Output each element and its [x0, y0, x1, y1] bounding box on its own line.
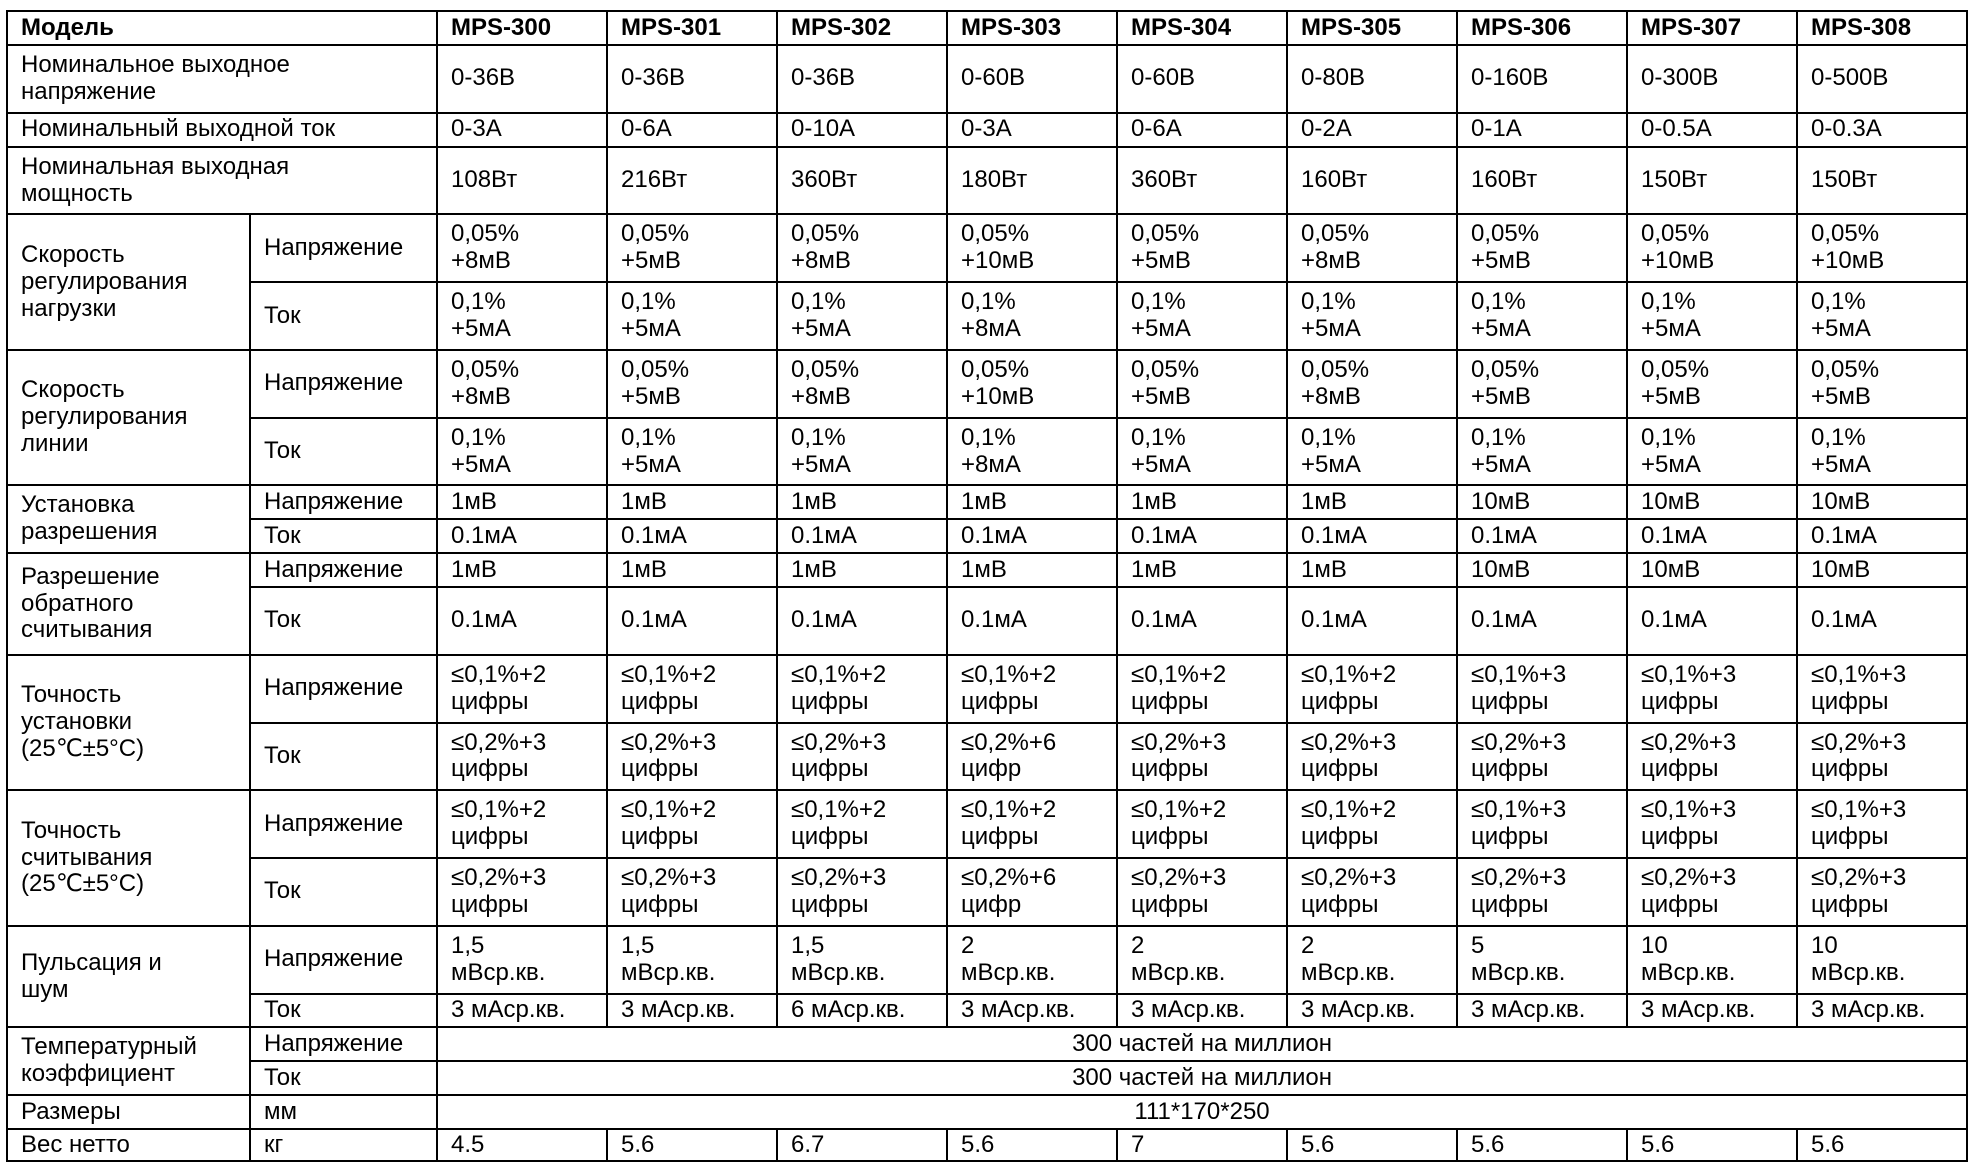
spec-value-cell: 10мВ — [1627, 485, 1797, 519]
spec-value-cell: 10мВ — [1797, 485, 1967, 519]
spec-value-cell: 360Вт — [1117, 147, 1287, 215]
model-header: MPS-301 — [607, 11, 777, 45]
spec-value-cell: 10 мВср.кв. — [1627, 926, 1797, 994]
spec-row-rated-current — [7, 113, 1967, 147]
spec-value-cell: 0,05% +10мВ — [947, 350, 1117, 418]
spec-value-cell: 0,1% +8мА — [947, 282, 1117, 350]
spec-value-cell: 5.6 — [607, 1129, 777, 1161]
spec-value-cell: 1мВ — [777, 553, 947, 587]
spec-value-cell: 0,1% +5мА — [1117, 282, 1287, 350]
spec-value-cell: 0.1мА — [607, 519, 777, 553]
spec-label: Точность считывания (25℃±5°C) — [7, 790, 250, 926]
model-header: MPS-305 — [1287, 11, 1457, 45]
spec-sublabel: Напряжение — [250, 485, 437, 519]
spec-value-cell: 0-36В — [437, 45, 607, 113]
spec-value-cell: 0.1мА — [947, 587, 1117, 655]
spec-value-cell: 1,5 мВср.кв. — [607, 926, 777, 994]
spec-value-cell: ≤0,1%+3 цифры — [1797, 655, 1967, 723]
spec-value-cell: 3 мАср.кв. — [1457, 994, 1627, 1028]
spec-value-cell: 0-36В — [777, 45, 947, 113]
spec-value-cell: ≤0,2%+3 цифры — [607, 723, 777, 791]
spec-row-setting-accuracy-voltage — [7, 655, 1967, 723]
spec-value-cell: ≤0,1%+3 цифры — [1627, 790, 1797, 858]
spec-value-cell: 0,1% +5мА — [1797, 418, 1967, 486]
spec-sublabel: Ток — [250, 519, 437, 553]
spec-value-cell: 5.6 — [1627, 1129, 1797, 1161]
spec-value-cell: 0,1% +5мА — [1117, 418, 1287, 486]
spec-sublabel: Напряжение — [250, 790, 437, 858]
spec-value-cell: 0.1мА — [607, 587, 777, 655]
spec-row-readback-accuracy-current — [7, 858, 1967, 926]
spec-value-cell: ≤0,1%+3 цифры — [1797, 790, 1967, 858]
spec-value-cell: 0,05% +10мВ — [1627, 214, 1797, 282]
spec-value-cell: 0-6A — [607, 113, 777, 147]
spec-value-cell: 0.1мА — [1287, 587, 1457, 655]
model-header: MPS-306 — [1457, 11, 1627, 45]
spec-sublabel: Ток — [250, 282, 437, 350]
spec-row-line-regulation-voltage — [7, 350, 1967, 418]
spec-value-cell: 5.6 — [947, 1129, 1117, 1161]
spec-value-cell: 108Вт — [437, 147, 607, 215]
spec-unit: кг — [250, 1129, 437, 1161]
spec-value-cell: 0,05% +8мВ — [777, 214, 947, 282]
spec-value-cell: 0,05% +8мВ — [1287, 214, 1457, 282]
spec-value-cell: 0.1мА — [777, 519, 947, 553]
spec-value-cell: ≤0,2%+3 цифры — [1287, 723, 1457, 791]
spec-value-cell: ≤0,1%+2 цифры — [777, 790, 947, 858]
spec-value-cell: 3 мАср.кв. — [1287, 994, 1457, 1028]
spec-value-cell: ≤0,1%+2 цифры — [947, 790, 1117, 858]
spec-row-ripple-noise-current — [7, 994, 1967, 1028]
spec-value-cell: ≤0,2%+6 цифр — [947, 723, 1117, 791]
spec-value-cell: 1мВ — [947, 553, 1117, 587]
spec-value-cell: 1мВ — [1287, 485, 1457, 519]
spec-label: Номинальный выходной ток — [7, 113, 437, 147]
spec-value-cell: 150Вт — [1627, 147, 1797, 215]
spec-value-cell: ≤0,2%+3 цифры — [1797, 723, 1967, 791]
spec-row-rated-power — [7, 147, 1967, 215]
spec-value-cell: ≤0,2%+3 цифры — [1627, 723, 1797, 791]
spec-sublabel: Напряжение — [250, 350, 437, 418]
spec-value-cell: 0.1мА — [1457, 587, 1627, 655]
spec-sublabel: Ток — [250, 723, 437, 791]
header-label: Модель — [7, 11, 437, 45]
spec-value-cell: ≤0,1%+2 цифры — [1287, 655, 1457, 723]
spec-value-cell: 0.1мА — [777, 587, 947, 655]
spec-value-cell: 10мВ — [1457, 553, 1627, 587]
spec-value-cell: ≤0,2%+3 цифры — [777, 723, 947, 791]
spec-value-cell: 3 мАср.кв. — [1117, 994, 1287, 1028]
spec-value-cell: ≤0,1%+2 цифры — [777, 655, 947, 723]
spec-value-cell: 0,05% +5мВ — [1797, 350, 1967, 418]
spec-value-cell: ≤0,2%+3 цифры — [1627, 858, 1797, 926]
spec-value-cell: 0,1% +5мА — [1797, 282, 1967, 350]
spec-value-cell: 0.1мА — [1797, 587, 1967, 655]
model-header: MPS-302 — [777, 11, 947, 45]
spec-value-cell: 0,1% +5мА — [607, 282, 777, 350]
spec-value-cell: 1мВ — [607, 553, 777, 587]
spec-value-cell: ≤0,1%+2 цифры — [947, 655, 1117, 723]
spec-sublabel: Ток — [250, 1061, 437, 1095]
spec-value-cell: 1мВ — [437, 553, 607, 587]
spec-value-cell: 0-3A — [437, 113, 607, 147]
spec-value-cell: 0.1мА — [1627, 587, 1797, 655]
spec-value-cell: 0,05% +10мВ — [947, 214, 1117, 282]
spec-value-cell: 0,1% +5мА — [777, 418, 947, 486]
spec-sublabel: Напряжение — [250, 655, 437, 723]
spec-value-cell: 5 мВср.кв. — [1457, 926, 1627, 994]
spec-value-cell: ≤0,2%+3 цифры — [1797, 858, 1967, 926]
model-header: MPS-300 — [437, 11, 607, 45]
spec-value-cell: 1,5 мВср.кв. — [777, 926, 947, 994]
spec-row-setting-resolution-current — [7, 519, 1967, 553]
spec-value-cell: 0-300В — [1627, 45, 1797, 113]
spec-value-cell: 0-1A — [1457, 113, 1627, 147]
spec-value-cell: 0,05% +8мВ — [1287, 350, 1457, 418]
spec-merged-value: 300 частей на миллион — [437, 1027, 1967, 1061]
spec-sublabel: Ток — [250, 418, 437, 486]
spec-sublabel: Напряжение — [250, 553, 437, 587]
spec-value-cell: 1мВ — [1117, 485, 1287, 519]
spec-row-readback-resolution-voltage — [7, 553, 1967, 587]
spec-value-cell: ≤0,1%+3 цифры — [1457, 790, 1627, 858]
spec-value-cell: 1мВ — [947, 485, 1117, 519]
spec-label: Скорость регулирования нагрузки — [7, 214, 250, 350]
spec-value-cell: 160Вт — [1457, 147, 1627, 215]
spec-body — [7, 45, 1967, 1161]
spec-value-cell: 3 мАср.кв. — [437, 994, 607, 1028]
spec-value-cell: ≤0,2%+3 цифры — [1457, 723, 1627, 791]
spec-value-cell: 5.6 — [1287, 1129, 1457, 1161]
model-header: MPS-308 — [1797, 11, 1967, 45]
spec-merged-value: 300 частей на миллион — [437, 1061, 1967, 1095]
spec-value-cell: 0,05% +5мВ — [607, 350, 777, 418]
spec-value-cell: ≤0,2%+3 цифры — [1287, 858, 1457, 926]
spec-value-cell: 0.1мА — [1627, 519, 1797, 553]
spec-row-ripple-noise-voltage — [7, 926, 1967, 994]
spec-value-cell: 0-0.3A — [1797, 113, 1967, 147]
spec-value-cell: 0,1% +5мА — [1457, 282, 1627, 350]
spec-label: Разрешение обратного считывания — [7, 553, 250, 655]
spec-value-cell: ≤0,1%+2 цифры — [1117, 655, 1287, 723]
spec-value-cell: 180Вт — [947, 147, 1117, 215]
spec-value-cell: 10 мВср.кв. — [1797, 926, 1967, 994]
spec-value-cell: ≤0,2%+3 цифры — [1457, 858, 1627, 926]
spec-value-cell: 0.1мА — [947, 519, 1117, 553]
spec-value-cell: 0-60В — [947, 45, 1117, 113]
spec-label: Пульсация и шум — [7, 926, 250, 1028]
spec-value-cell: 0,1% +5мА — [437, 418, 607, 486]
spec-value-cell: 1мВ — [777, 485, 947, 519]
spec-value-cell: 0,05% +5мВ — [1457, 350, 1627, 418]
spec-row-readback-resolution-current — [7, 587, 1967, 655]
spec-sublabel: Ток — [250, 858, 437, 926]
spec-label: Вес нетто — [7, 1129, 250, 1161]
spec-value-cell: 5.6 — [1797, 1129, 1967, 1161]
spec-value-cell: 0-80В — [1287, 45, 1457, 113]
spec-row-line-regulation-current — [7, 418, 1967, 486]
spec-label: Скорость регулирования линии — [7, 350, 250, 486]
spec-label: Температурный коэффициент — [7, 1027, 250, 1095]
spec-value-cell: 0.1мА — [437, 587, 607, 655]
spec-row-temp-coefficient-voltage — [7, 1027, 1967, 1061]
spec-value-cell: 150Вт — [1797, 147, 1967, 215]
spec-value-cell: 10мВ — [1627, 553, 1797, 587]
spec-unit: мм — [250, 1095, 437, 1129]
spec-value-cell: 0-500В — [1797, 45, 1967, 113]
spec-value-cell: 0-6A — [1117, 113, 1287, 147]
spec-label: Номинальное выходное напряжение — [7, 45, 437, 113]
spec-value-cell: 1мВ — [1117, 553, 1287, 587]
model-header: MPS-304 — [1117, 11, 1287, 45]
spec-value-cell: 7 — [1117, 1129, 1287, 1161]
spec-value-cell: 0,1% +5мА — [1287, 282, 1457, 350]
spec-value-cell: 1мВ — [607, 485, 777, 519]
spec-value-cell: 1мВ — [1287, 553, 1457, 587]
spec-value-cell: 0,1% +5мА — [607, 418, 777, 486]
spec-value-cell: 0.1мА — [1117, 519, 1287, 553]
spec-value-cell: ≤0,1%+3 цифры — [1457, 655, 1627, 723]
spec-value-cell: ≤0,2%+6 цифр — [947, 858, 1117, 926]
spec-label: Установка разрешения — [7, 485, 250, 553]
spec-sublabel: Напряжение — [250, 1027, 437, 1061]
spec-value-cell: 2 мВср.кв. — [1117, 926, 1287, 994]
spec-value-cell: 3 мАср.кв. — [1797, 994, 1967, 1028]
spec-value-cell: 0.1мА — [1797, 519, 1967, 553]
spec-row-setting-accuracy-current — [7, 723, 1967, 791]
spec-value-cell: 3 мАср.кв. — [947, 994, 1117, 1028]
spec-value-cell: 0,05% +5мВ — [1627, 350, 1797, 418]
spec-value-cell: ≤0,1%+3 цифры — [1627, 655, 1797, 723]
spec-row-load-regulation-current — [7, 282, 1967, 350]
spec-merged-value: 111*170*250 — [437, 1095, 1967, 1129]
spec-sublabel: Ток — [250, 587, 437, 655]
spec-row-dimensions — [7, 1095, 1967, 1129]
spec-value-cell: ≤0,2%+3 цифры — [1117, 858, 1287, 926]
spec-value-cell: 4.5 — [437, 1129, 607, 1161]
spec-row-load-regulation-voltage — [7, 214, 1967, 282]
spec-value-cell: 0,1% +5мА — [1287, 418, 1457, 486]
spec-value-cell: 0-160В — [1457, 45, 1627, 113]
spec-value-cell: ≤0,2%+3 цифры — [437, 858, 607, 926]
spec-value-cell: 360Вт — [777, 147, 947, 215]
spec-value-cell: 2 мВср.кв. — [947, 926, 1117, 994]
spec-sublabel: Напряжение — [250, 926, 437, 994]
spec-label: Размеры — [7, 1095, 250, 1129]
spec-table — [6, 10, 1968, 1162]
spec-value-cell: 0,05% +5мВ — [1457, 214, 1627, 282]
spec-row-temp-coefficient-current — [7, 1061, 1967, 1095]
spec-value-cell: ≤0,1%+2 цифры — [1117, 790, 1287, 858]
spec-value-cell: 0-10A — [777, 113, 947, 147]
spec-value-cell: 216Вт — [607, 147, 777, 215]
model-header: MPS-307 — [1627, 11, 1797, 45]
spec-value-cell: 0,05% +8мВ — [437, 350, 607, 418]
spec-sublabel: Ток — [250, 994, 437, 1028]
spec-sublabel: Напряжение — [250, 214, 437, 282]
spec-value-cell: 0.1мА — [1457, 519, 1627, 553]
header-row — [7, 11, 1967, 45]
spec-value-cell: 1мВ — [437, 485, 607, 519]
spec-value-cell: 0,05% +8мВ — [437, 214, 607, 282]
spec-value-cell: 0-3A — [947, 113, 1117, 147]
spec-value-cell: 0-60В — [1117, 45, 1287, 113]
spec-row-net-weight — [7, 1129, 1967, 1161]
spec-value-cell: 0,05% +8мВ — [777, 350, 947, 418]
model-header: MPS-303 — [947, 11, 1117, 45]
spec-value-cell: ≤0,1%+2 цифры — [1287, 790, 1457, 858]
spec-value-cell: ≤0,2%+3 цифры — [1117, 723, 1287, 791]
spec-row-readback-accuracy-voltage — [7, 790, 1967, 858]
spec-value-cell: 0,05% +5мВ — [607, 214, 777, 282]
spec-value-cell: ≤0,2%+3 цифры — [607, 858, 777, 926]
spec-value-cell: 3 мАср.кв. — [1627, 994, 1797, 1028]
spec-value-cell: 0,1% +5мА — [437, 282, 607, 350]
spec-value-cell: 0,05% +5мВ — [1117, 350, 1287, 418]
spec-value-cell: ≤0,1%+2 цифры — [437, 655, 607, 723]
spec-value-cell: 6 мАср.кв. — [777, 994, 947, 1028]
spec-value-cell: 0-2A — [1287, 113, 1457, 147]
spec-value-cell: 0,1% +5мА — [777, 282, 947, 350]
spec-value-cell: 0.1мА — [1117, 587, 1287, 655]
spec-value-cell: 0,05% +5мВ — [1117, 214, 1287, 282]
spec-value-cell: ≤0,2%+3 цифры — [437, 723, 607, 791]
spec-value-cell: 10мВ — [1457, 485, 1627, 519]
spec-value-cell: ≤0,1%+2 цифры — [607, 655, 777, 723]
spec-value-cell: 10мВ — [1797, 553, 1967, 587]
spec-value-cell: 5.6 — [1457, 1129, 1627, 1161]
spec-row-rated-voltage — [7, 45, 1967, 113]
spec-value-cell: 0.1мА — [437, 519, 607, 553]
spec-value-cell: 0-0.5A — [1627, 113, 1797, 147]
spec-value-cell: ≤0,1%+2 цифры — [437, 790, 607, 858]
spec-value-cell: 0,05% +10мВ — [1797, 214, 1967, 282]
spec-label: Номинальная выходная мощность — [7, 147, 437, 215]
spec-value-cell: 160Вт — [1287, 147, 1457, 215]
spec-value-cell: 0.1мА — [1287, 519, 1457, 553]
spec-value-cell: 1,5 мВср.кв. — [437, 926, 607, 994]
spec-value-cell: ≤0,1%+2 цифры — [607, 790, 777, 858]
spec-value-cell: 6.7 — [777, 1129, 947, 1161]
spec-value-cell: 0,1% +8мА — [947, 418, 1117, 486]
spec-value-cell: 0-36В — [607, 45, 777, 113]
spec-value-cell: 0,1% +5мА — [1627, 282, 1797, 350]
spec-value-cell: 3 мАср.кв. — [607, 994, 777, 1028]
spec-value-cell: 0,1% +5мА — [1627, 418, 1797, 486]
spec-label: Точность установки (25℃±5°C) — [7, 655, 250, 791]
spec-value-cell: 0,1% +5мА — [1457, 418, 1627, 486]
spec-value-cell: ≤0,2%+3 цифры — [777, 858, 947, 926]
spec-row-setting-resolution-voltage — [7, 485, 1967, 519]
spec-value-cell: 2 мВср.кв. — [1287, 926, 1457, 994]
